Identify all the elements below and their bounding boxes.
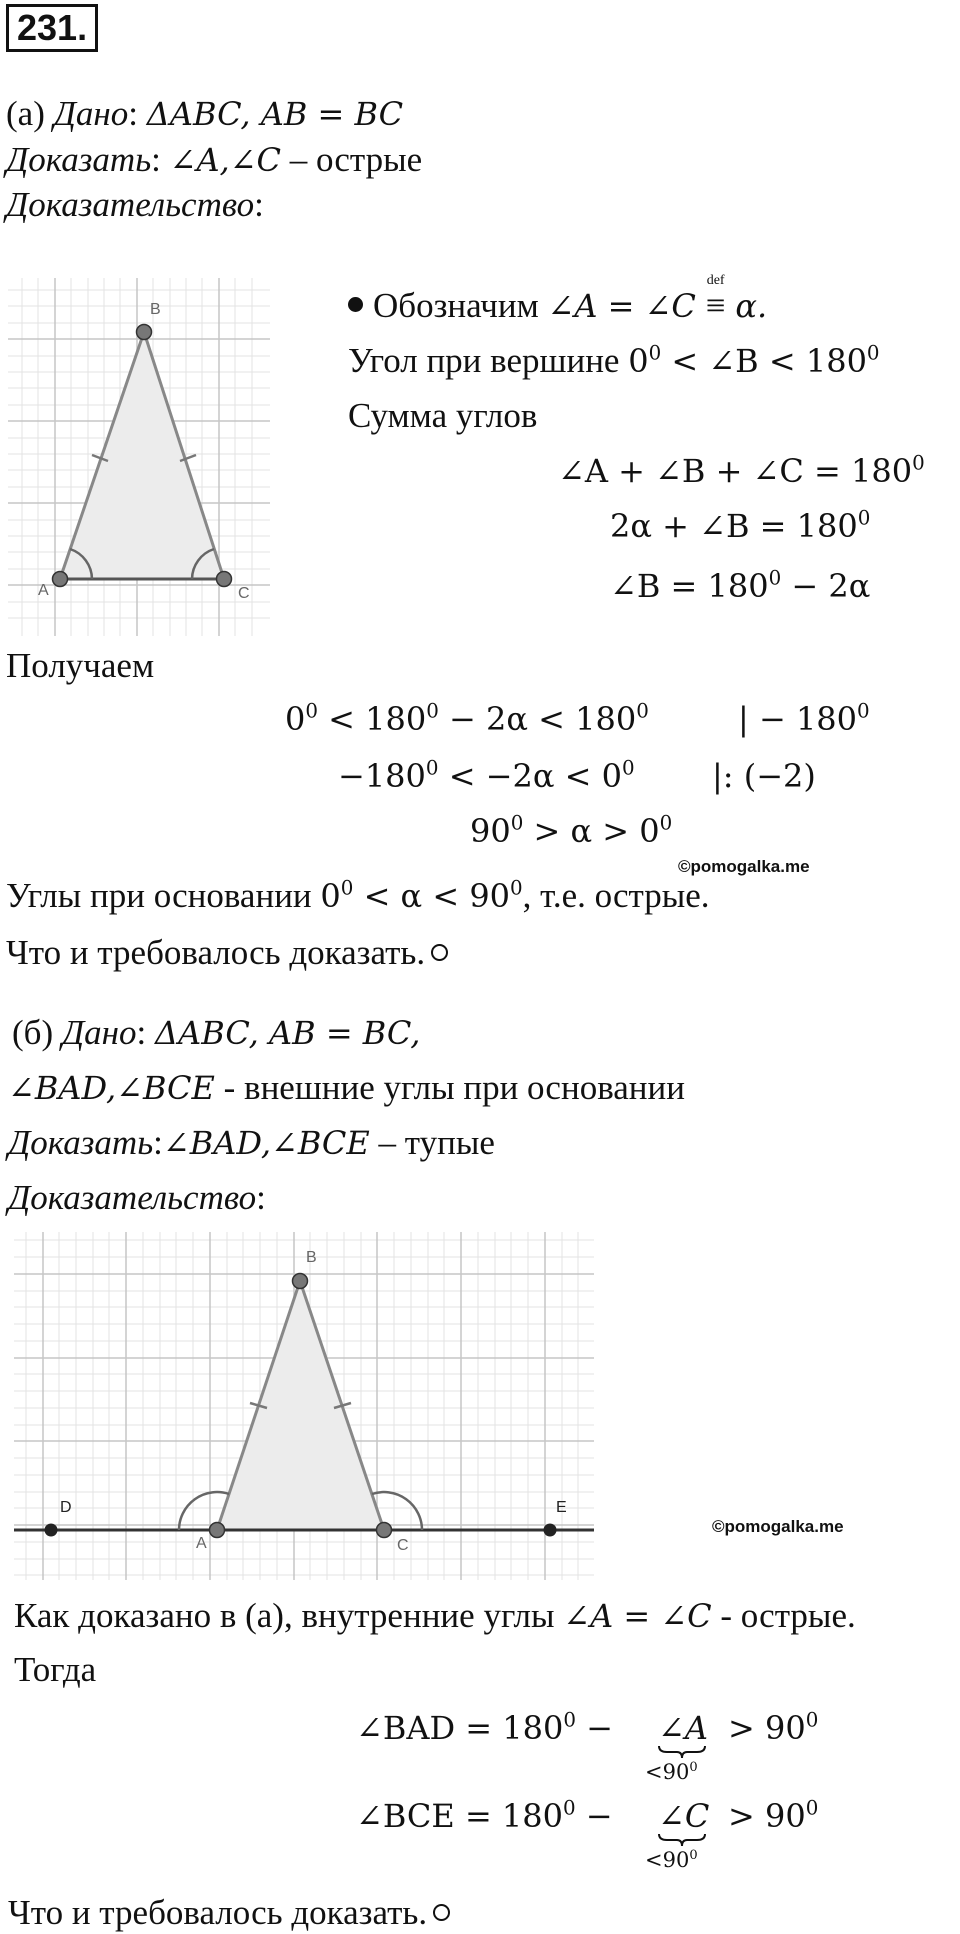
prove-tail: – острые <box>281 140 423 179</box>
eq-bce-angle: ∠C <box>658 1797 710 1835</box>
prove-expr-b: ∠BAD,∠BCE <box>162 1124 370 1162</box>
qed-b-line <box>8 1895 450 1930</box>
eq-angle-sum: ∠A + ∠B + ∠C = $180^0$ <box>558 451 925 490</box>
eq-bad-left: ∠BAD = $180^0$ − <box>356 1708 613 1747</box>
qed-a: Что и требовалось доказать. <box>6 933 426 972</box>
proof-word: Доказательство <box>6 185 255 224</box>
as-proved-end: - острые. <box>711 1596 856 1635</box>
note-intro: Обозначим <box>373 286 539 325</box>
ineq-2: $-180^0 < -2\alpha < 0^0$ <box>338 756 635 795</box>
eq-2alpha: 2α + ∠B = $180^0$ <box>610 506 871 545</box>
brace-note-c: $<90^0$ <box>645 1847 698 1872</box>
note-alpha: α. <box>735 287 768 325</box>
ineq-3: $90^0 > \alpha > 0^0$ <box>470 811 673 850</box>
def-mark: def <box>706 273 725 288</box>
brace-note-a: $<90^0$ <box>645 1759 698 1784</box>
given2-expr-b: ∠BAD,∠BCE <box>8 1069 215 1107</box>
fig-a-label-a: A <box>38 582 49 599</box>
note-expr: ∠A = ∠C <box>547 287 696 325</box>
vertex-expr: $0^0$ < ∠B < $180^0$ <box>628 341 880 380</box>
ineq-1-op: | − $180^0$ <box>738 699 870 738</box>
as-proved-line <box>14 1598 856 1633</box>
given-word-b: Дано <box>61 1013 137 1052</box>
fig-b-label-e: E <box>556 1499 567 1516</box>
as-proved-expr: ∠A = ∠C <box>563 1597 712 1635</box>
watermark-a: ©pomogalka.me <box>678 857 810 876</box>
obtain-text: Получаем <box>6 646 155 685</box>
conclusion-start: Углы при основании <box>6 876 312 915</box>
fig-a-label-c: C <box>238 585 250 602</box>
eq-bad-right: > $90^0$ <box>728 1708 819 1747</box>
part-a-label: (а) <box>6 94 45 133</box>
ineq-2-op: |: (−2) <box>712 757 816 795</box>
qed-circle-icon <box>433 1904 450 1921</box>
watermark-b: ©pomogalka.me <box>712 1517 844 1536</box>
qed-circle-icon <box>431 944 448 961</box>
vertex-line <box>348 343 880 378</box>
part-a-prove-line: Доказать: ∠A,∠C – острые <box>6 140 423 179</box>
given2-text-b: - внешние углы при основании <box>214 1068 685 1107</box>
eq-bce-right: > $90^0$ <box>728 1796 819 1835</box>
ineq-1: $0^0 < 180^0 - 2\alpha < 180^0$ <box>285 699 649 738</box>
part-a-given-line: (а) Дано: ΔABC, AB = BC <box>6 94 404 133</box>
part-b-label: (б) <box>12 1013 54 1052</box>
problem-number: 231. <box>6 4 98 52</box>
fig-b-label-b: B <box>306 1249 317 1266</box>
conclusion-end: , т.е. острые. <box>522 876 710 915</box>
underbrace-a-icon <box>657 1744 707 1760</box>
part-b-given2-line <box>8 1070 685 1105</box>
then-text: Тогда <box>14 1650 97 1689</box>
figure-a-triangle <box>8 278 270 636</box>
part-b-prove-line: Доказать:∠BAD,∠BCE – тупые <box>8 1123 495 1162</box>
figure-b-triangle <box>14 1232 594 1580</box>
conclusion-line <box>6 878 710 913</box>
given-expr: ΔABC, AB = BC <box>146 95 404 133</box>
eq-bad-angle: ∠A <box>658 1709 708 1747</box>
conclusion-expr: $0^0 < \alpha < 90^0$ <box>320 876 523 915</box>
prove-expr: ∠A,∠C <box>169 141 282 179</box>
part-b-proof-heading: Доказательство: <box>8 1178 266 1217</box>
sum-text: Сумма углов <box>348 396 538 435</box>
fig-b-label-a: A <box>196 1535 207 1552</box>
prove-tail-b: – тупые <box>369 1123 495 1162</box>
vertex-text: Угол при вершине <box>348 341 620 380</box>
bullet-icon <box>348 297 363 312</box>
proof-word-b: Доказательство <box>8 1178 257 1217</box>
given-expr-b: ΔABC, AB = BC, <box>155 1014 421 1052</box>
part-a-proof-heading: Доказательство: <box>6 185 264 224</box>
note-line <box>348 273 768 325</box>
fig-a-label-b: B <box>150 301 161 318</box>
prove-word-b: Доказать <box>8 1123 154 1162</box>
prove-word: Доказать <box>6 140 152 179</box>
eq-angle-b: ∠B = $180^0 - 2\alpha$ <box>610 566 871 605</box>
qed-b: Что и требовалось доказать. <box>8 1893 428 1932</box>
part-b-given-line: (б) Дано: ΔABC, AB = BC, <box>12 1013 421 1052</box>
underbrace-c-icon <box>657 1832 707 1848</box>
eq-bce-left: ∠BCE = $180^0$ − <box>356 1796 613 1835</box>
as-proved-start: Как доказано в (а), внутренние углы <box>14 1596 555 1635</box>
def-equal-sign: def ≡ <box>705 273 726 325</box>
fig-b-label-c: C <box>397 1537 409 1554</box>
given-word: Дано <box>53 94 129 133</box>
qed-a-line <box>6 935 448 970</box>
fig-b-label-d: D <box>60 1499 72 1516</box>
